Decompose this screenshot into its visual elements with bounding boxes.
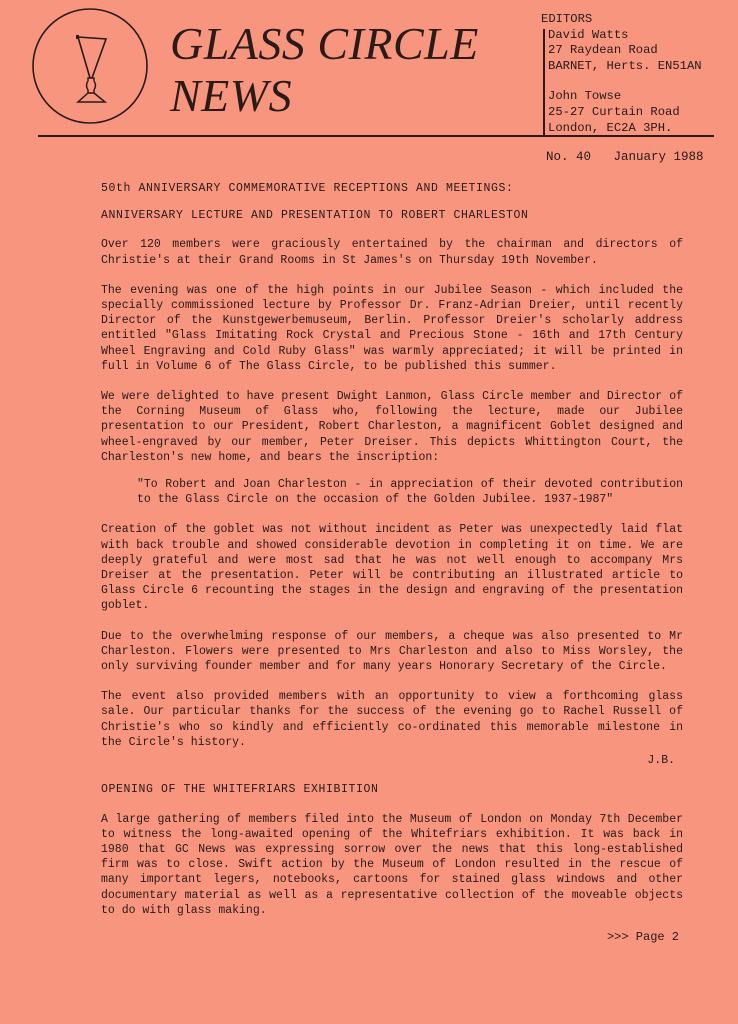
continued-page-link: >>> Page 2 bbox=[606, 929, 679, 944]
editor-2-address-line: 25-27 Curtain Road bbox=[548, 104, 680, 119]
editor-2-name: John Towse bbox=[548, 89, 622, 104]
editor-1 bbox=[541, 28, 702, 75]
article-heading: OPENING OF THE WHITEFRIARS EXHIBITION bbox=[101, 783, 379, 797]
issue-number: No. 40 bbox=[546, 150, 592, 164]
article-paragraph: Creation of the goblet was not without incident as Peter was unexpectedly laid flat with back trouble and showed considerable devotion in completing it on time. We are deeply grateful and were most sad that he was not well enough to accompany Mrs Dreiser at the presentation. Peter will be contributing an illustrated article to Glass Circle 6 recounting the stages in the design and engraving of the presentation goblet. bbox=[101, 523, 683, 613]
masthead-line-1: GLASS CIRCLE bbox=[170, 18, 479, 69]
issue-date: January 1988 bbox=[613, 150, 704, 164]
editor-1-address-line: BARNET, Herts. EN51AN bbox=[548, 58, 702, 73]
masthead-rule bbox=[38, 135, 714, 137]
article-paragraph: Due to the overwhelming response of our members, a cheque was also presented to Mr Charleston. Flowers were presented to Mrs Charleston and also to Miss Worsley, the only surviving founder member and for many years Honorary Secretary of the Circle. bbox=[101, 629, 683, 674]
editors-label: EDITORS bbox=[541, 12, 593, 26]
article-paragraph: The event also provided members with an opportunity to view a forthcoming glass sale. Our particular thanks for the success of the evening go to Rachel Russell of Christie's who so kindly and efficiently co-ordinated this memorable milestone in the Circle's history. bbox=[101, 690, 683, 749]
article-paragraph: A large gathering of members filed into the Museum of London on Monday 7th December to witness the long-awaited opening of the Whitefriars exhibition. It was back in 1980 that GC News was expressing sorrow over the news that this long-established firm was to close. Swift action by the Museum of London resulted in the rescue of many important legers, notebooks, cartoons for stained glass windows and other documentary material as well as a representative collection of the moveable objects to do with glass making. bbox=[101, 812, 683, 917]
editor-2-address-line: London, EC2A 3PH. bbox=[548, 120, 673, 135]
editor-1-address-line: 27 Raydean Road bbox=[548, 43, 658, 58]
article-paragraph: Over 120 members were graciously entertained by the chairman and directors of Christie's at their Grand Rooms in St James's on Thursday 19th November. bbox=[101, 238, 683, 267]
author-signature: J.B. bbox=[647, 754, 675, 768]
article-heading: ANNIVERSARY LECTURE AND PRESENTATION TO ROBERT CHARLESTON bbox=[101, 209, 529, 223]
editors-block bbox=[541, 12, 702, 136]
inscription-quote: "To Robert and Joan Charleston - in appreciation of their devoted contribution to the Glass Circle on the occasion of the Golden Jubilee. 1937-1987" bbox=[137, 478, 683, 507]
editor-1-name: David Watts bbox=[548, 27, 629, 42]
article-paragraph: We were delighted to have present Dwight Lanmon, Glass Circle member and Director of the Corning Museum of Glass who, following the lecture, made our Jubilee presentation to our President, Robert Charleston, a magnificent Goblet designed and wheel-engraved by our member, Peter Dreiser. This depicts Whittington Court, the Charleston's new home, and bears the inscription: bbox=[101, 390, 683, 464]
article-paragraph: The evening was one of the high points in our Jubilee Season - which included the specially commissioned lecture by Professor Dr. Franz-Adrian Dreier, until recently Director of the Kunstgewerbemuseum, Berlin. Professor Dreier's scholarly address entitled "Glass Imitating Rock Crystal and Precious Stone - 16th and 17th Century Wheel Engraving and Cold Ruby Glass" was warmly appreciated; it will be printed in full in Volume 6 of The Glass Circle, to be published this summer. bbox=[101, 283, 683, 373]
editor-2 bbox=[541, 89, 702, 136]
logo bbox=[30, 4, 150, 124]
masthead-line-2: NEWS bbox=[170, 70, 293, 121]
issue-info bbox=[546, 150, 704, 164]
newsletter-body bbox=[101, 181, 683, 945]
goblet-logo-icon bbox=[30, 4, 150, 124]
masthead-title bbox=[170, 18, 479, 122]
main-heading: 50th ANNIVERSARY COMMEMORATIVE RECEPTIONS AND MEETINGS: bbox=[101, 182, 514, 195]
